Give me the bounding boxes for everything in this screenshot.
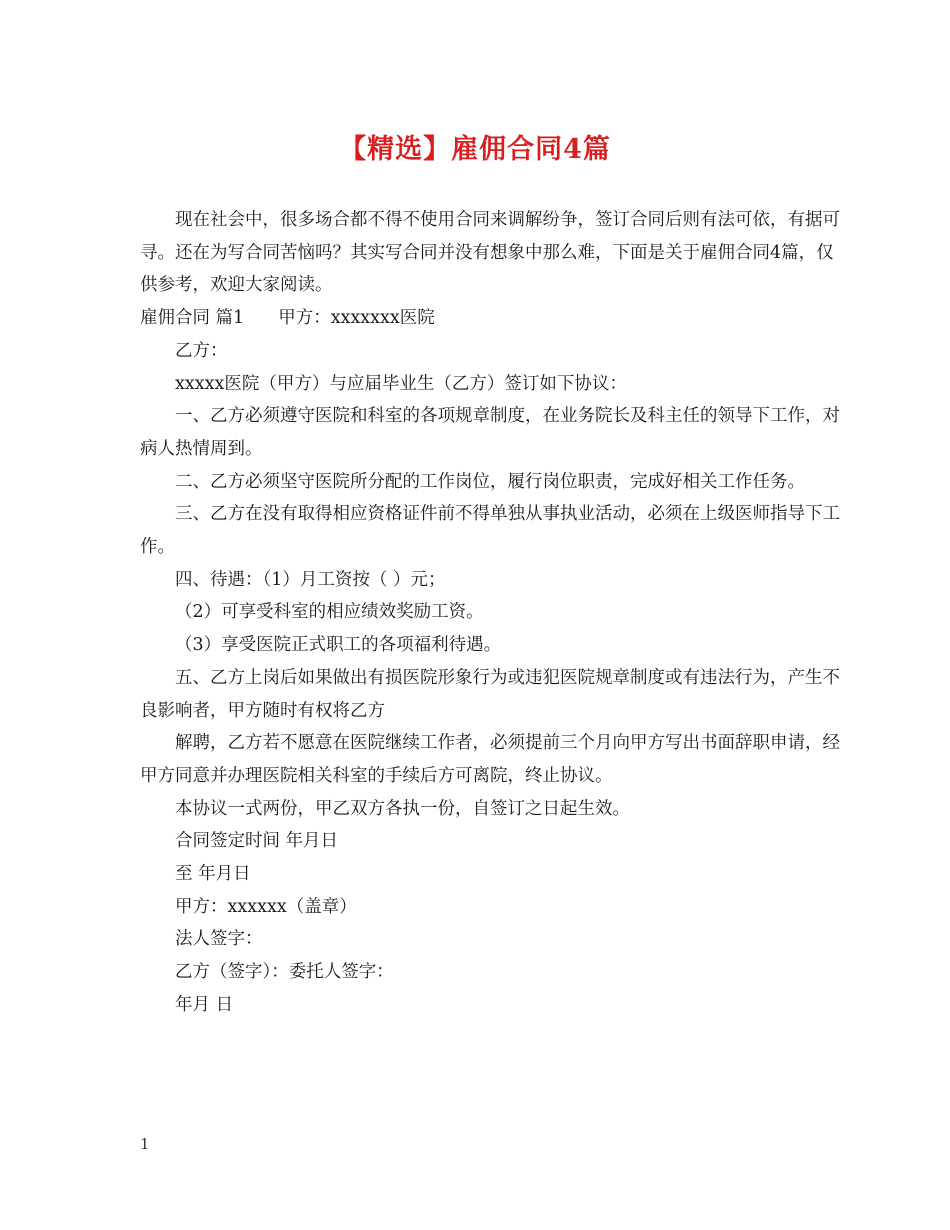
party-a-seal-line: 甲方：xxxxxx（盖章） [175,896,357,917]
party-b-sign-line: 乙方（签字）：委托人签字： [175,962,394,983]
document-body [140,204,840,1022]
agreement-line: xxxxx医院（甲方）与应届毕业生（乙方）签订如下协议： [175,373,627,394]
section-heading-line [140,302,840,335]
copies-line: 本协议一式两份，甲乙双方各执一份，自签订之日起生效。 [175,798,630,819]
party-a-line: 甲方：xxxxxxx医院 [278,308,435,329]
clause-5: 五、乙方上岗后如果做出有损医院形象行为或违犯医院规章制度或有违法行为，产生不良影响者，甲方随时有权将乙方 [140,667,840,721]
sign-date-line: 合同签定时间 年月日 [175,831,339,852]
clause-2: 二、乙方必须坚守医院所分配的工作岗位，履行岗位职责，完成好相关工作任务。 [175,471,805,492]
clause-1: 一、乙方必须遵守医院和科室的各项规章制度，在业务院长及科主任的领导下工作，对病人热情周到。 [140,406,840,459]
clause-3: 三、乙方在没有取得相应资格证件前不得单独从事执业活动，必须在上级医师指导下工作。 [140,504,840,558]
document-title: 【精选】雇佣合同4篇 [339,134,611,165]
clause-5-continued: 解聘，乙方若不愿意在医院继续工作者，必须提前三个月向甲方写出书面辞职申请，经甲方同意并办理医院相关科室的手续后方可离院，终止协议。 [140,733,840,786]
to-date-line: 至 年月日 [175,864,251,885]
clause-4-item-2: （2）可享受科室的相应绩效奖励工资。 [175,602,484,623]
final-date-line: 年月 日 [175,994,234,1015]
clause-4-item-3: （3）享受医院正式职工的各项福利待遇。 [175,635,502,656]
party-b-line: 乙方： [175,340,228,361]
page-number: 1 [140,1135,150,1153]
legal-rep-line: 法人签字： [175,929,263,950]
clause-4: 四、待遇：（1）月工资按（ ）元； [175,569,446,590]
section-heading: 雇佣合同 篇1 [140,308,245,329]
intro-paragraph: 现在社会中，很多场合都不得不使用合同来调解纷争，签订合同后则有法可依，有据可寻。还在为写合同苦恼吗？其实写合同并没有想象中那么难，下面是关于雇佣合同4篇，仅供参考，欢迎大家阅读。 [140,210,840,296]
